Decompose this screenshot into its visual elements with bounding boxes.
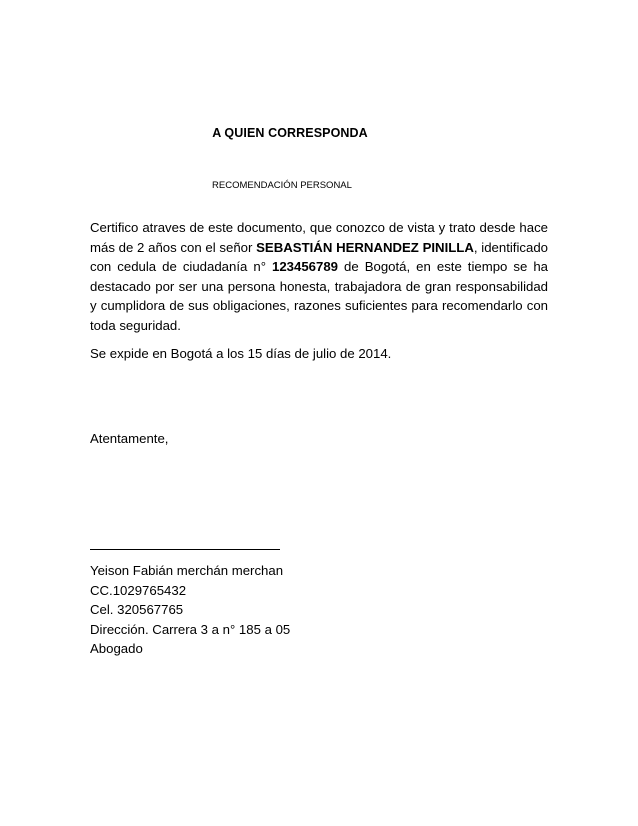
document-title: A QUIEN CORRESPONDA	[212, 126, 368, 140]
expedition-statement: Se expide en Bogotá a los 15 días de julio de 2014.	[90, 346, 392, 361]
signer-cc: CC.1029765432	[90, 582, 187, 598]
body-text-part-3: de Bogotá, en este tiempo se ha destacado por ser una persona honesta, trabajadora de gran responsabilidad y cumplidora de sus obligaciones, razones suficientes para recomendarlo con toda seguridad.	[90, 259, 548, 333]
body-text-part-1: Certifico atraves de este documento, que conozco de vista y trato desde hace más de 2 años con el señor	[90, 220, 548, 255]
id-number: 123456789	[272, 259, 339, 274]
signer-role: Abogado	[90, 641, 143, 657]
recommended-person-name: SEBASTIÁN HERNANDEZ PINILLA	[256, 239, 474, 255]
signature-line	[90, 549, 280, 550]
closing-salutation: Atentamente,	[90, 431, 169, 446]
signer-phone: Cel. 320567765	[90, 602, 184, 618]
document-subtitle: RECOMENDACIÓN PERSONAL	[212, 180, 352, 191]
body-text-part-2: , identificado con cedula de ciudadanía n°	[90, 239, 548, 274]
signature-block	[90, 561, 290, 659]
signer-name: Yeison Fabián merchán merchan	[90, 563, 284, 578]
certification-paragraph	[90, 218, 548, 335]
signer-address: Dirección. Carrera 3 a n° 185 a 05	[90, 621, 291, 637]
